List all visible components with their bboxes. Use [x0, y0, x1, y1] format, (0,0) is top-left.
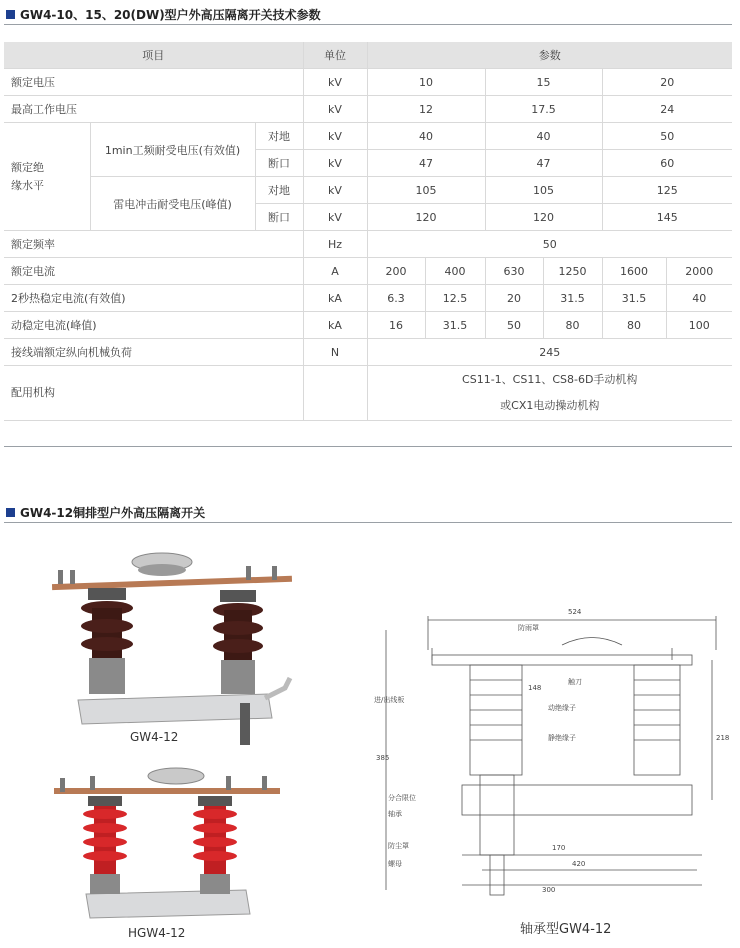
- caption-gw4-12: GW4-12: [130, 730, 179, 744]
- caption-hgw4-12: HGW4-12: [128, 926, 186, 940]
- insulation-label: 额定绝 缘水平: [4, 123, 90, 231]
- label-moving-insulator: 动绝缘子: [548, 704, 576, 712]
- red-insulator-left: [83, 796, 127, 894]
- heading-square-icon: [6, 10, 15, 19]
- table-row: 额定电压 kV 10 15 20: [4, 69, 732, 96]
- table-row: 额定频率 Hz 50: [4, 231, 732, 258]
- label-contact: 触刀: [568, 678, 582, 686]
- dim-height-right: 218: [716, 734, 730, 742]
- table-row: 接线端额定纵向机械负荷 N 245: [4, 339, 732, 366]
- label-nut: 螺母: [388, 860, 402, 868]
- header-unit: 单位: [303, 42, 367, 69]
- section-title-product: GW4-12铜排型户外高压隔离开关: [6, 504, 205, 521]
- product-divider: [4, 522, 732, 523]
- dim-300: 300: [542, 886, 556, 894]
- table-row: 配用机构 CS11-1、CS11、CS8-6D手动机构 或CX1电动操动机构: [4, 366, 732, 421]
- header-item: 项目: [4, 42, 303, 69]
- table-bottom-divider: [4, 446, 732, 447]
- dim-148: 148: [528, 684, 542, 692]
- hgw4-12-photo: [46, 762, 286, 927]
- label-dust-cover: 防尘罩: [388, 842, 409, 850]
- dim-420: 420: [572, 860, 586, 868]
- technical-drawing: [372, 600, 732, 920]
- label-static-insulator: 静绝缘子: [548, 734, 576, 742]
- spec-table: [4, 42, 732, 421]
- label-line-board: 进/出线板: [374, 696, 405, 704]
- dim-height-left: 385: [376, 754, 390, 762]
- header-params: 参数: [367, 42, 732, 69]
- table-row: 额定电流 A 200 400 630 1250 1600 2000: [4, 258, 732, 285]
- caption-drawing: 轴承型GW4-12: [520, 922, 612, 937]
- table-row: 断口 kV 120 120 145: [4, 204, 732, 231]
- table-row: 雷电冲击耐受电压(峰值) 对地 kV 105 105 125: [4, 177, 732, 204]
- table-row: 额定绝 缘水平 1min工频耐受电压(有效值) 对地 kV 40 40 50: [4, 123, 732, 150]
- brown-insulator-left: [81, 588, 133, 694]
- brown-insulator-right: [213, 590, 263, 694]
- table-row: 最高工作电压 kV 12 17.5 24: [4, 96, 732, 123]
- table-row: 动稳定电流(峰值) kA 16 31.5 50 80 80 100: [4, 312, 732, 339]
- table-row: 2秒热稳定电流(有效值) kA 6.3 12.5 20 31.5 31.5 40: [4, 285, 732, 312]
- top-divider: [4, 24, 732, 25]
- section-title-specs: GW4-10、15、20(DW)型户外高压隔离开关技术参数: [6, 6, 321, 23]
- label-bearing: 轴承: [388, 810, 402, 818]
- red-insulator-right: [193, 796, 237, 894]
- table-header-row: [4, 42, 732, 69]
- gw4-12-photo: [40, 548, 300, 748]
- label-limiter: 分合限位: [388, 794, 416, 802]
- dim-170: 170: [552, 844, 566, 852]
- label-rain-cover: 防雨罩: [518, 624, 539, 632]
- heading-square-icon: [6, 508, 15, 517]
- table-row: 断口 kV 47 47 60: [4, 150, 732, 177]
- dim-width-top: 524: [568, 608, 582, 616]
